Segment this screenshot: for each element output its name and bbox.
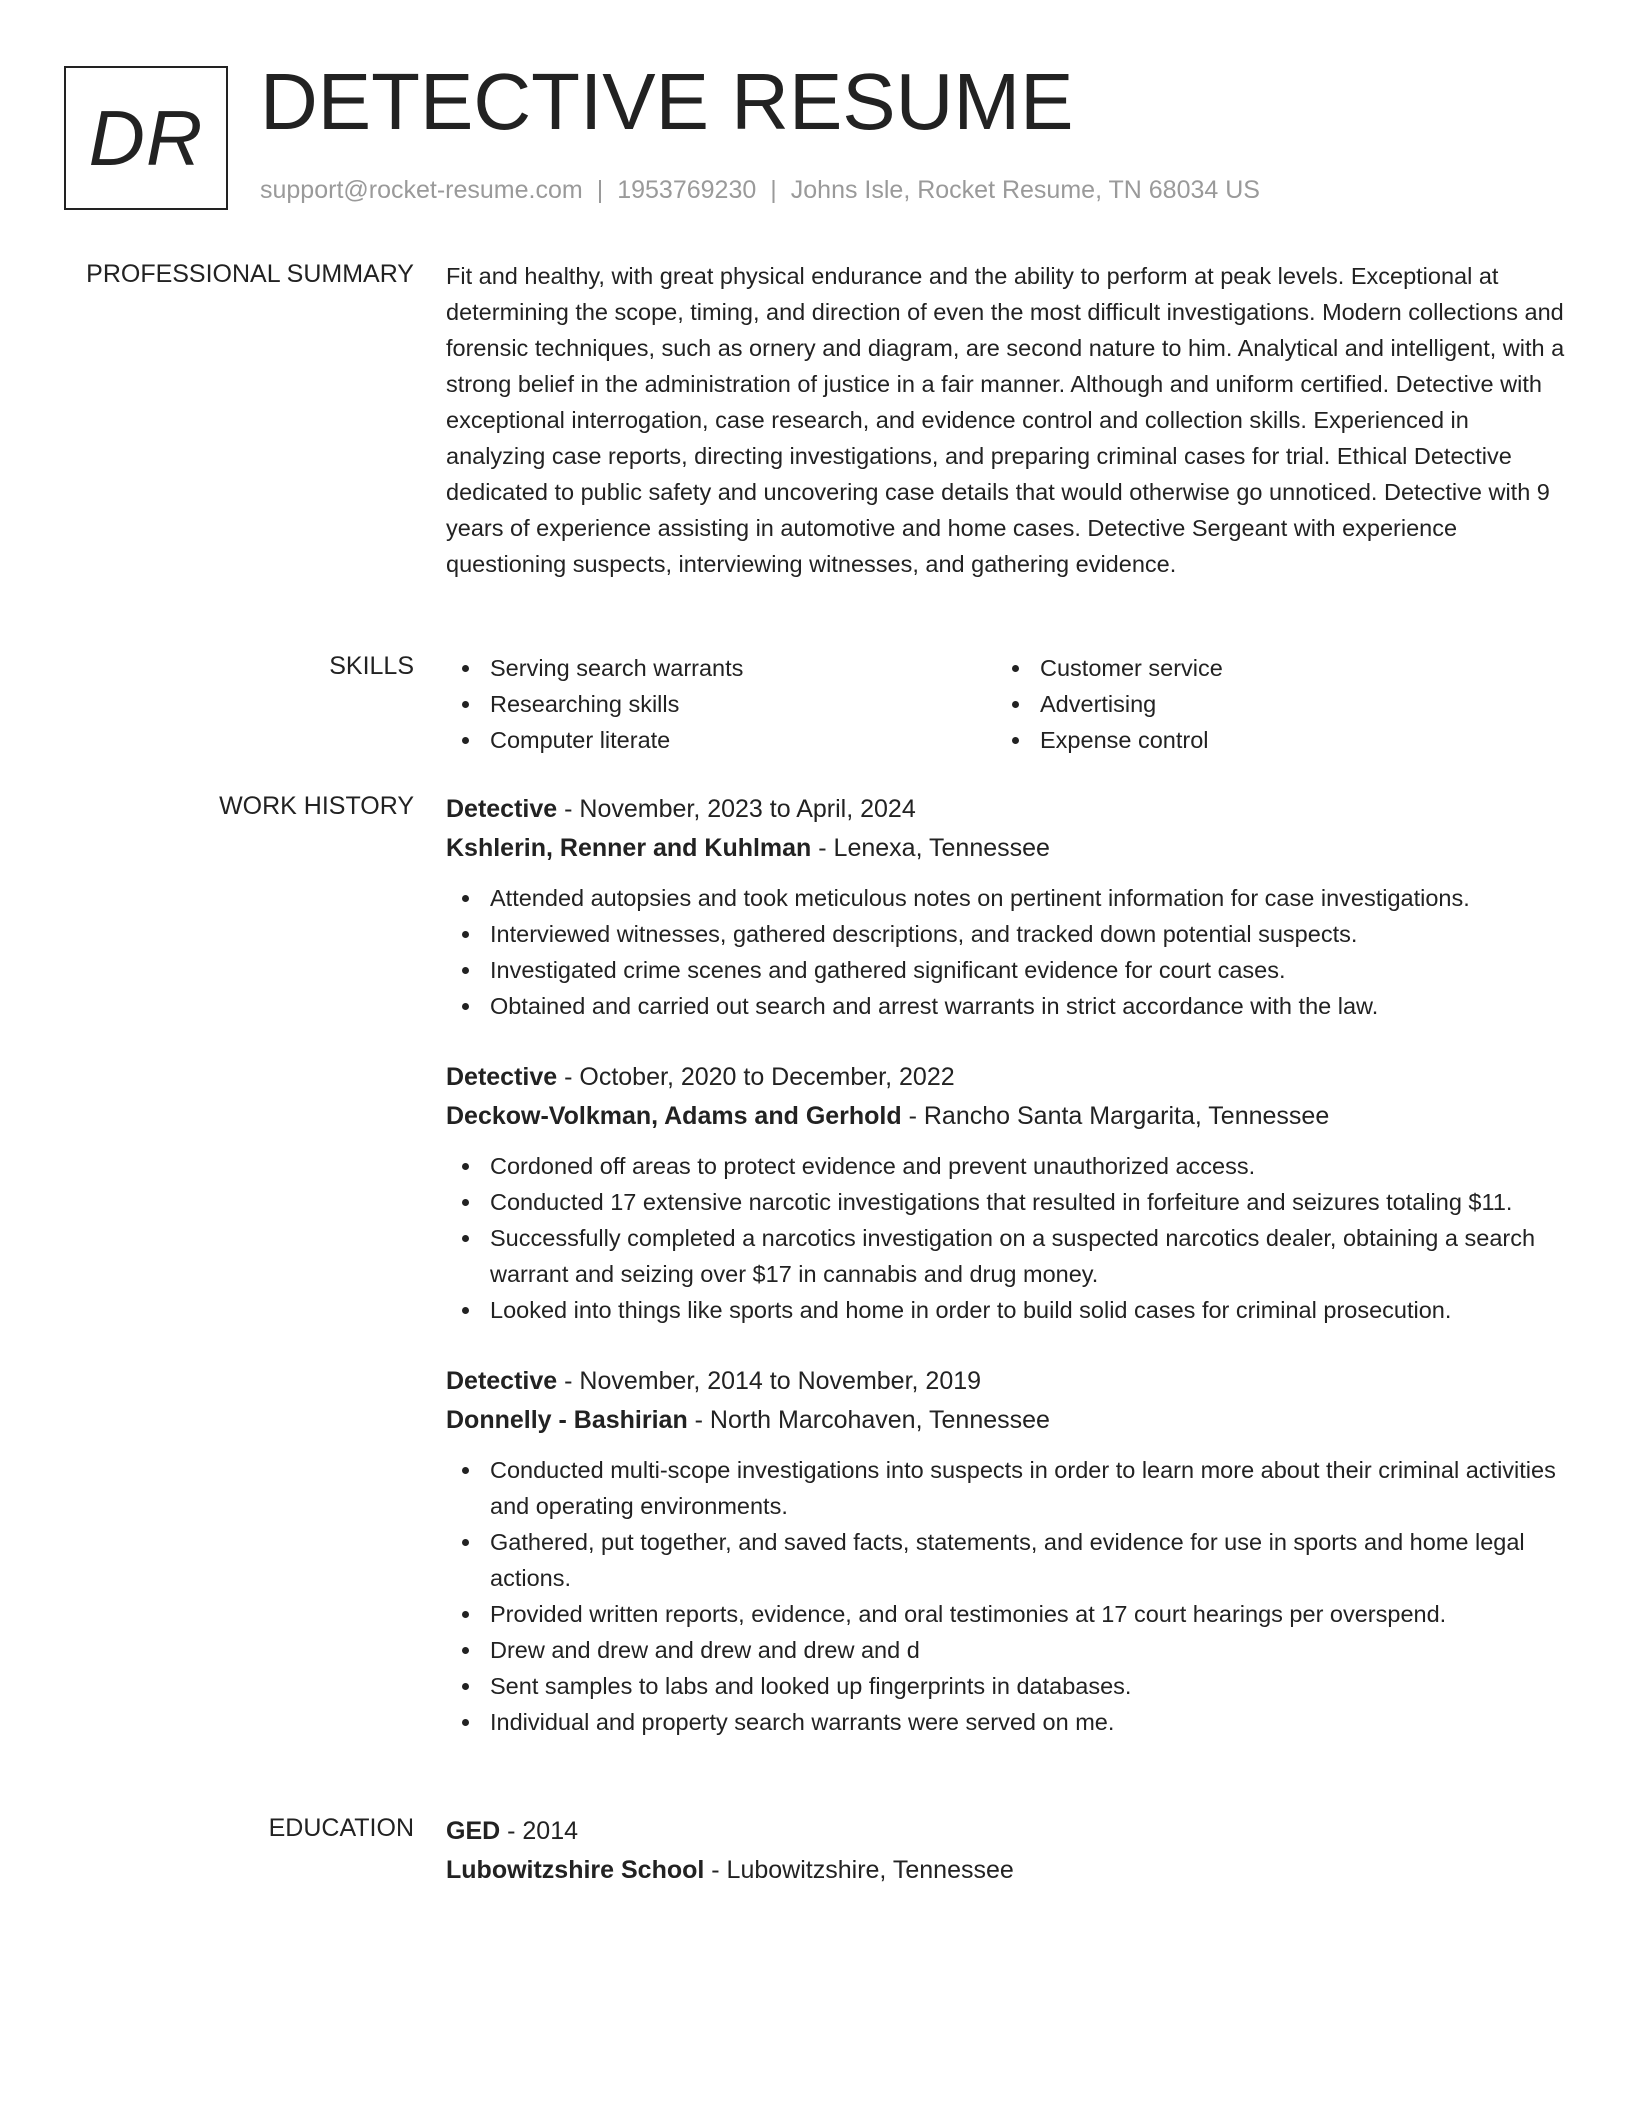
- job-title-line: [446, 1058, 1566, 1096]
- job-bullet: Provided written reports, evidence, and oral testimonies at 17 court hearings per overspend.: [446, 1596, 1566, 1632]
- skill-item: Customer service: [996, 650, 1546, 686]
- job-bullet: Sent samples to labs and looked up fingerprints in databases.: [446, 1668, 1566, 1704]
- job-title-line: [446, 1362, 1566, 1400]
- job-bullet: Conducted multi-scope investigations into suspects in order to learn more about their criminal activities and operating environments.: [446, 1452, 1566, 1524]
- education-school: Lubowitzshire School: [446, 1856, 705, 1884]
- job-dates: - October, 2020 to December, 2022: [557, 1063, 955, 1091]
- job-bullet: Drew and drew and drew and drew and d: [446, 1632, 1566, 1668]
- job-bullet: Cordoned off areas to protect evidence and prevent unauthorized access.: [446, 1148, 1566, 1184]
- job-title: Detective: [446, 795, 558, 823]
- contact-address: Johns Isle, Rocket Resume, TN 68034 US: [790, 176, 1260, 204]
- job-bullet: Conducted 17 extensive narcotic investigations that resulted in forfeiture and seizures totaling $11.: [446, 1184, 1566, 1220]
- job-company-line: [446, 828, 1566, 868]
- skill-item: Expense control: [996, 722, 1546, 758]
- education-school-line: [446, 1850, 1566, 1890]
- summary-text: Fit and healthy, with great physical endurance and the ability to perform at peak levels. Exceptional at determining the scope, timing, and direction of even the most difficult investigations. Modern collections and forensic techniques, such as ornery and diagram, are second nature to him. Analytical and intelligent, with a strong belief in the administration of justice in a fair manner. Although and uniform certified. Detective with exceptional interrogation, case research, and evidence control and collection skills. Experienced in analyzing case reports, directing investigations, and preparing criminal cases for trial. Ethical Detective dedicated to public safety and uncovering case details that would otherwise go unnoticed. Detective with 9 years of experience assisting in automotive and home cases. Detective Sergeant with experience questioning suspects, interviewing witnesses, and gathering evidence.: [446, 263, 1565, 577]
- skill-item: Advertising: [996, 686, 1546, 722]
- job-dates: - November, 2023 to April, 2024: [557, 795, 916, 823]
- job-bullet: Interviewed witnesses, gathered descriptions, and tracked down potential suspects.: [446, 916, 1566, 952]
- education-body: [446, 1812, 1566, 1902]
- job-bullet: Gathered, put together, and saved facts, statements, and evidence for use in sports and home legal actions.: [446, 1524, 1566, 1596]
- job-company: Deckow-Volkman, Adams and Gerhold: [446, 1102, 902, 1130]
- job-dates: - November, 2014 to November, 2019: [557, 1367, 982, 1395]
- job-bullet: Successfully completed a narcotics investigation on a suspected narcotics dealer, obtaining a search warrant and seizing over $17 in cannabis and drug money.: [446, 1220, 1566, 1292]
- education-year: - 2014: [500, 1817, 579, 1845]
- job-entry: [446, 1058, 1566, 1328]
- skill-item: Serving search warrants: [446, 650, 996, 686]
- job-bullets: [446, 880, 1566, 1024]
- monogram: DR: [64, 66, 228, 210]
- job-bullets: [446, 1452, 1566, 1740]
- contact-line: [260, 176, 1260, 205]
- job-location: - Rancho Santa Margarita, Tennessee: [901, 1102, 1330, 1130]
- work-list: [446, 790, 1566, 1774]
- education-location: - Lubowitzshire, Tennessee: [704, 1856, 1014, 1884]
- skills-columns: [446, 650, 1566, 758]
- job-bullet: Obtained and carried out search and arrest warrants in strict accordance with the law.: [446, 988, 1566, 1024]
- job-bullet: Investigated crime scenes and gathered significant evidence for court cases.: [446, 952, 1566, 988]
- summary-label: PROFESSIONAL SUMMARY: [86, 260, 414, 288]
- contact-phone: 1953769230: [617, 176, 757, 204]
- job-location: - Lenexa, Tennessee: [811, 834, 1050, 862]
- education-label: EDUCATION: [268, 1814, 414, 1842]
- job-entry: [446, 790, 1566, 1024]
- job-bullet: Looked into things like sports and home in order to build solid cases for criminal prosecution.: [446, 1292, 1566, 1328]
- job-company: Donnelly - Bashirian: [446, 1406, 688, 1434]
- skill-item: Computer literate: [446, 722, 996, 758]
- page-title: DETECTIVE RESUME: [260, 57, 1074, 146]
- job-company: Kshlerin, Renner and Kuhlman: [446, 834, 812, 862]
- skill-item: Researching skills: [446, 686, 996, 722]
- education-degree: GED: [446, 1817, 501, 1845]
- contact-separator: |: [770, 176, 777, 204]
- job-company-line: [446, 1400, 1566, 1440]
- job-bullets: [446, 1148, 1566, 1328]
- skills-label: SKILLS: [329, 652, 414, 680]
- job-entry: [446, 1362, 1566, 1740]
- contact-separator: |: [596, 176, 604, 204]
- contact-email: support@rocket-resume.com: [260, 176, 583, 204]
- job-company-line: [446, 1096, 1566, 1136]
- work-label: WORK HISTORY: [219, 792, 414, 820]
- skills-right-list: [996, 650, 1546, 758]
- job-bullet: Attended autopsies and took meticulous notes on pertinent information for case investigations.: [446, 880, 1566, 916]
- job-bullet: Individual and property search warrants were served on me.: [446, 1704, 1566, 1740]
- job-title: Detective: [446, 1367, 558, 1395]
- job-title-line: [446, 790, 1566, 828]
- education-degree-line: [446, 1812, 1566, 1850]
- skills-left-list: [446, 650, 996, 758]
- job-location: - North Marcohaven, Tennessee: [687, 1406, 1050, 1434]
- job-title: Detective: [446, 1063, 558, 1091]
